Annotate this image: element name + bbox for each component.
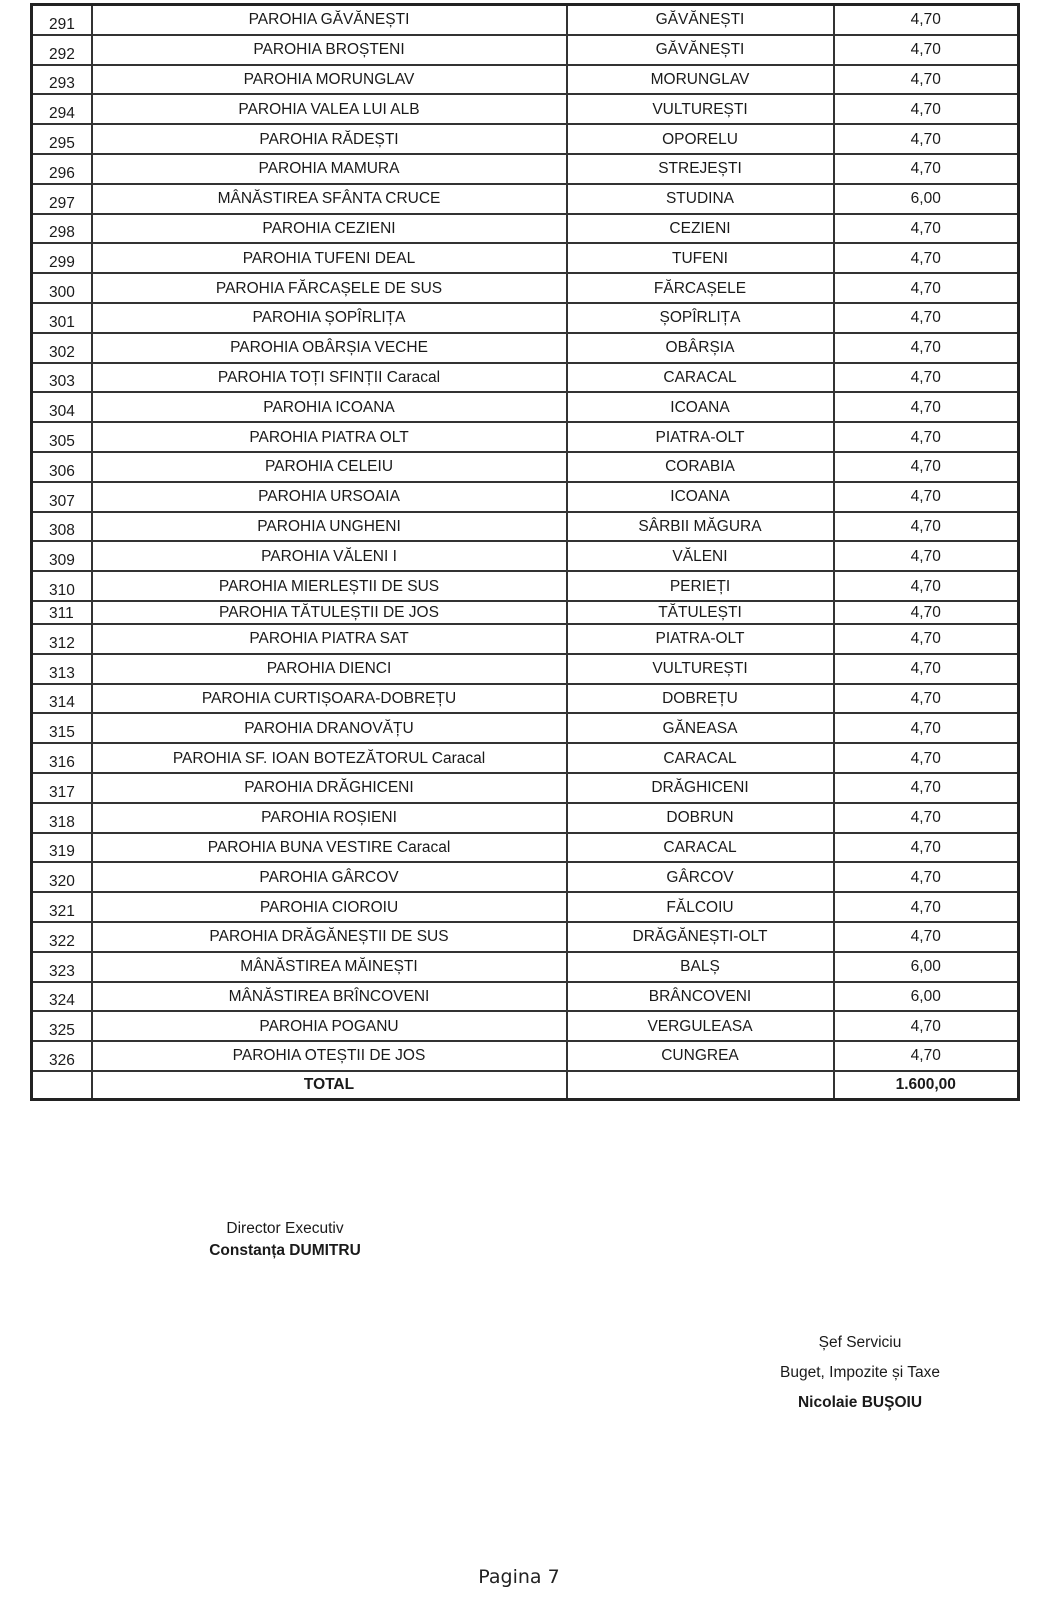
- parish-name-cell: PAROHIA DRĂGHICENI: [92, 773, 567, 803]
- table-row: [32, 624, 1019, 654]
- table-row: [32, 512, 1019, 542]
- locality-cell: VERGULEASA: [567, 1011, 834, 1041]
- row-number-cell: 326: [32, 1041, 92, 1071]
- amount-cell: 4,70: [834, 803, 1019, 833]
- locality-cell: VĂLENI: [567, 541, 834, 571]
- table-row: [32, 214, 1019, 244]
- amount-cell: 4,70: [834, 482, 1019, 512]
- row-number-cell: 291: [32, 5, 92, 35]
- parish-name-cell: PAROHIA FĂRCAȘELE DE SUS: [92, 273, 567, 303]
- table-row: [32, 243, 1019, 273]
- parish-name-cell: PAROHIA PIATRA SAT: [92, 624, 567, 654]
- table-row: [32, 803, 1019, 833]
- locality-cell: VULTUREȘTI: [567, 654, 834, 684]
- parish-name-cell: PAROHIA POGANU: [92, 1011, 567, 1041]
- table-row: [32, 571, 1019, 601]
- amount-cell: 4,70: [834, 94, 1019, 124]
- row-number-cell: 292: [32, 35, 92, 65]
- parish-name-cell: PAROHIA VĂLENI I: [92, 541, 567, 571]
- table-row: [32, 1011, 1019, 1041]
- row-number-cell: 305: [32, 422, 92, 452]
- row-number-cell: 323: [32, 952, 92, 982]
- amount-cell: 6,00: [834, 184, 1019, 214]
- parish-name-cell: MÂNĂSTIREA SFÂNTA CRUCE: [92, 184, 567, 214]
- row-number-cell: 301: [32, 303, 92, 333]
- row-number-cell: 306: [32, 452, 92, 482]
- row-number-cell: 324: [32, 982, 92, 1012]
- parish-name-cell: PAROHIA URSOAIA: [92, 482, 567, 512]
- table-row: [32, 94, 1019, 124]
- parish-name-cell: PAROHIA VALEA LUI ALB: [92, 94, 567, 124]
- amount-cell: 4,70: [834, 743, 1019, 773]
- amount-cell: 4,70: [834, 303, 1019, 333]
- amount-cell: 4,70: [834, 422, 1019, 452]
- amount-cell: 4,70: [834, 154, 1019, 184]
- row-number-cell: 293: [32, 65, 92, 95]
- amount-cell: 4,70: [834, 773, 1019, 803]
- locality-cell: DRĂGĂNEȘTI-OLT: [567, 922, 834, 952]
- amount-cell: 4,70: [834, 452, 1019, 482]
- locality-cell: SÂRBII MĂGURA: [567, 512, 834, 542]
- row-number-cell: 320: [32, 862, 92, 892]
- table-row: [32, 541, 1019, 571]
- amount-cell: 4,70: [834, 862, 1019, 892]
- parish-name-cell: PAROHIA CEZIENI: [92, 214, 567, 244]
- locality-cell: DOBRUN: [567, 803, 834, 833]
- service-chief-name: Nicolaie BUŞOIU: [797, 1394, 923, 1411]
- allocation-table: [30, 3, 1020, 1101]
- signature-director: [185, 1218, 385, 1262]
- amount-cell: 4,70: [834, 922, 1019, 952]
- row-number-cell: 307: [32, 482, 92, 512]
- service-chief-title: Șef Serviciu: [818, 1334, 902, 1351]
- locality-cell: DRĂGHICENI: [567, 773, 834, 803]
- amount-cell: 4,70: [834, 35, 1019, 65]
- table-row: [32, 601, 1019, 624]
- amount-cell: 4,70: [834, 124, 1019, 154]
- table-row: [32, 65, 1019, 95]
- amount-cell: 4,70: [834, 243, 1019, 273]
- locality-cell: BALȘ: [567, 952, 834, 982]
- parish-name-cell: PAROHIA OTEȘTII DE JOS: [92, 1041, 567, 1071]
- parish-name-cell: MÂNĂSTIREA BRÎNCOVENI: [92, 982, 567, 1012]
- locality-cell: OPORELU: [567, 124, 834, 154]
- row-number-cell: 302: [32, 333, 92, 363]
- table-row: [32, 273, 1019, 303]
- table-row: [32, 482, 1019, 512]
- parish-name-cell: PAROHIA CELEIU: [92, 452, 567, 482]
- row-number-cell: 319: [32, 833, 92, 863]
- table-row: [32, 392, 1019, 422]
- amount-cell: 4,70: [834, 624, 1019, 654]
- parish-name-cell: PAROHIA RĂDEȘTI: [92, 124, 567, 154]
- amount-cell: 4,70: [834, 601, 1019, 624]
- amount-cell: 4,70: [834, 541, 1019, 571]
- locality-cell: STREJEȘTI: [567, 154, 834, 184]
- row-number-cell: 300: [32, 273, 92, 303]
- parish-name-cell: PAROHIA GĂVĂNEȘTI: [92, 5, 567, 35]
- locality-cell: PERIEȚI: [567, 571, 834, 601]
- table-row: [32, 952, 1019, 982]
- locality-cell: FĂLCOIU: [567, 892, 834, 922]
- parish-name-cell: PAROHIA DIENCI: [92, 654, 567, 684]
- locality-cell: CEZIENI: [567, 214, 834, 244]
- table-row: [32, 1041, 1019, 1071]
- locality-cell: FĂRCAȘELE: [567, 273, 834, 303]
- row-number-cell: 311: [32, 601, 92, 624]
- director-name: Constanța DUMITRU: [209, 1242, 361, 1259]
- locality-cell: ICOANA: [567, 482, 834, 512]
- table-row: [32, 333, 1019, 363]
- table-row: [32, 124, 1019, 154]
- service-name: Buget, Impozite și Taxe: [780, 1364, 940, 1381]
- table-row: [32, 713, 1019, 743]
- table-row: [32, 982, 1019, 1012]
- parish-name-cell: PAROHIA TUFENI DEAL: [92, 243, 567, 273]
- director-title: Director Executiv: [226, 1220, 344, 1237]
- amount-cell: 4,70: [834, 1011, 1019, 1041]
- row-number-cell: 310: [32, 571, 92, 601]
- parish-name-cell: MÂNĂSTIREA MĂINEȘTI: [92, 952, 567, 982]
- parish-name-cell: PAROHIA OBÂRȘIA VECHE: [92, 333, 567, 363]
- locality-cell: BRÂNCOVENI: [567, 982, 834, 1012]
- locality-cell: CORABIA: [567, 452, 834, 482]
- row-number-cell: 304: [32, 392, 92, 422]
- row-number-cell: 297: [32, 184, 92, 214]
- allocation-table-container: [30, 3, 1017, 1101]
- row-number-cell: 294: [32, 94, 92, 124]
- amount-cell: 6,00: [834, 952, 1019, 982]
- parish-name-cell: PAROHIA BROȘTENI: [92, 35, 567, 65]
- locality-cell: TĂTULEȘTI: [567, 601, 834, 624]
- row-number-cell: 312: [32, 624, 92, 654]
- table-row: [32, 154, 1019, 184]
- locality-cell: ȘOPÎRLIȚA: [567, 303, 834, 333]
- amount-cell: 4,70: [834, 713, 1019, 743]
- table-row: [32, 35, 1019, 65]
- total-row-locality-cell: [567, 1071, 834, 1100]
- row-number-cell: 299: [32, 243, 92, 273]
- row-number-cell: 314: [32, 684, 92, 714]
- table-row: [32, 922, 1019, 952]
- table-body: [32, 5, 1019, 1071]
- row-number-cell: 325: [32, 1011, 92, 1041]
- table-row: [32, 773, 1019, 803]
- row-number-cell: 315: [32, 713, 92, 743]
- locality-cell: TUFENI: [567, 243, 834, 273]
- amount-cell: 4,70: [834, 1041, 1019, 1071]
- locality-cell: GĂVĂNEȘTI: [567, 35, 834, 65]
- amount-cell: 4,70: [834, 571, 1019, 601]
- locality-cell: ICOANA: [567, 392, 834, 422]
- amount-cell: 4,70: [834, 363, 1019, 393]
- locality-cell: GĂNEASA: [567, 713, 834, 743]
- row-number-cell: 321: [32, 892, 92, 922]
- total-value: 1.600,00: [834, 1071, 1019, 1100]
- signature-service-chief: [755, 1328, 965, 1418]
- locality-cell: MORUNGLAV: [567, 65, 834, 95]
- amount-cell: 4,70: [834, 833, 1019, 863]
- parish-name-cell: PAROHIA DRANOVĂȚU: [92, 713, 567, 743]
- locality-cell: GĂVĂNEȘTI: [567, 5, 834, 35]
- parish-name-cell: PAROHIA DRĂGĂNEȘTII DE SUS: [92, 922, 567, 952]
- parish-name-cell: PAROHIA GÂRCOV: [92, 862, 567, 892]
- locality-cell: OBÂRȘIA: [567, 333, 834, 363]
- table-row: [32, 452, 1019, 482]
- row-number-cell: 308: [32, 512, 92, 542]
- total-row-number-cell: [32, 1071, 92, 1100]
- table-row: [32, 303, 1019, 333]
- locality-cell: STUDINA: [567, 184, 834, 214]
- locality-cell: CARACAL: [567, 363, 834, 393]
- table-row: [32, 743, 1019, 773]
- parish-name-cell: PAROHIA SF. IOAN BOTEZĂTORUL Caracal: [92, 743, 567, 773]
- parish-name-cell: PAROHIA UNGHENI: [92, 512, 567, 542]
- amount-cell: 4,70: [834, 65, 1019, 95]
- row-number-cell: 296: [32, 154, 92, 184]
- amount-cell: 4,70: [834, 684, 1019, 714]
- table-row: [32, 833, 1019, 863]
- parish-name-cell: PAROHIA TĂTULEȘTII DE JOS: [92, 601, 567, 624]
- locality-cell: CARACAL: [567, 743, 834, 773]
- amount-cell: 4,70: [834, 214, 1019, 244]
- parish-name-cell: PAROHIA ICOANA: [92, 392, 567, 422]
- amount-cell: 4,70: [834, 333, 1019, 363]
- locality-cell: VULTUREȘTI: [567, 94, 834, 124]
- locality-cell: GÂRCOV: [567, 862, 834, 892]
- row-number-cell: 316: [32, 743, 92, 773]
- parish-name-cell: PAROHIA CURTIȘOARA-DOBREȚU: [92, 684, 567, 714]
- table-row: [32, 684, 1019, 714]
- parish-name-cell: PAROHIA TOȚI SFINȚII Caracal: [92, 363, 567, 393]
- row-number-cell: 303: [32, 363, 92, 393]
- row-number-cell: 322: [32, 922, 92, 952]
- amount-cell: 4,70: [834, 512, 1019, 542]
- locality-cell: CUNGREA: [567, 1041, 834, 1071]
- amount-cell: 4,70: [834, 392, 1019, 422]
- amount-cell: 4,70: [834, 5, 1019, 35]
- row-number-cell: 309: [32, 541, 92, 571]
- parish-name-cell: PAROHIA MAMURA: [92, 154, 567, 184]
- row-number-cell: 295: [32, 124, 92, 154]
- table-row: [32, 654, 1019, 684]
- table-row: [32, 5, 1019, 35]
- row-number-cell: 313: [32, 654, 92, 684]
- table-row: [32, 862, 1019, 892]
- amount-cell: 4,70: [834, 273, 1019, 303]
- locality-cell: PIATRA-OLT: [567, 624, 834, 654]
- parish-name-cell: PAROHIA ROȘIENI: [92, 803, 567, 833]
- parish-name-cell: PAROHIA ȘOPÎRLIȚA: [92, 303, 567, 333]
- total-label: TOTAL: [92, 1071, 567, 1100]
- parish-name-cell: PAROHIA PIATRA OLT: [92, 422, 567, 452]
- total-row: [32, 1071, 1019, 1100]
- table-row: [32, 184, 1019, 214]
- row-number-cell: 318: [32, 803, 92, 833]
- parish-name-cell: PAROHIA BUNA VESTIRE Caracal: [92, 833, 567, 863]
- amount-cell: 6,00: [834, 982, 1019, 1012]
- table-row: [32, 422, 1019, 452]
- amount-cell: 4,70: [834, 892, 1019, 922]
- locality-cell: CARACAL: [567, 833, 834, 863]
- page-number: Pagina 7: [478, 1566, 560, 1588]
- locality-cell: DOBREȚU: [567, 684, 834, 714]
- amount-cell: 4,70: [834, 654, 1019, 684]
- parish-name-cell: PAROHIA MIERLEȘTII DE SUS: [92, 571, 567, 601]
- row-number-cell: 298: [32, 214, 92, 244]
- parish-name-cell: PAROHIA MORUNGLAV: [92, 65, 567, 95]
- locality-cell: PIATRA-OLT: [567, 422, 834, 452]
- parish-name-cell: PAROHIA CIOROIU: [92, 892, 567, 922]
- row-number-cell: 317: [32, 773, 92, 803]
- table-row: [32, 363, 1019, 393]
- table-row: [32, 892, 1019, 922]
